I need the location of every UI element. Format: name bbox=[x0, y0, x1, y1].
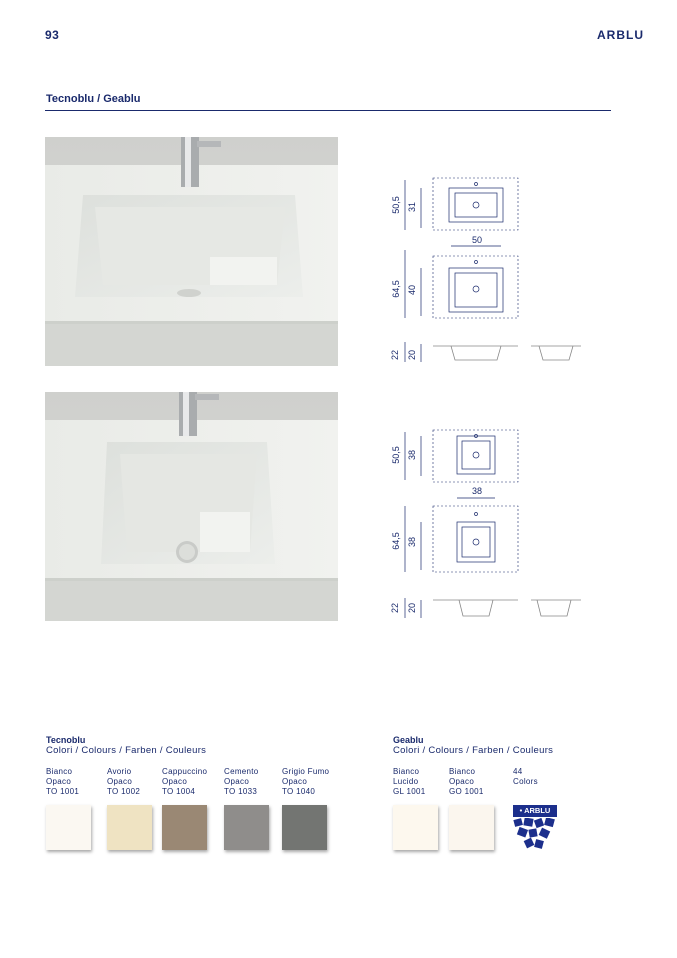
drawing1-depth-total-2: 64,5 bbox=[390, 280, 401, 298]
color-finish: Opaco bbox=[107, 777, 133, 786]
tecnoblu-color-label bbox=[46, 767, 79, 797]
drawing1-height-total: 22 bbox=[390, 349, 401, 361]
color-code: TO 1004 bbox=[162, 787, 196, 796]
color-finish: Opaco bbox=[282, 777, 308, 786]
color-name: Bianco bbox=[393, 767, 420, 776]
swatch-cappuccino-to1004 bbox=[162, 805, 207, 850]
drawing2-depth-total: 50,5 bbox=[390, 446, 401, 464]
drawing2-depth-inner: 38 bbox=[407, 449, 418, 461]
drawing2-height-inner: 20 bbox=[407, 602, 418, 614]
geablu-extra-colors bbox=[513, 767, 538, 787]
tecnoblu-color-label bbox=[162, 767, 207, 797]
geablu-color-label bbox=[449, 767, 484, 797]
drawing2-height-total: 22 bbox=[390, 602, 401, 614]
color-name: Cemento bbox=[224, 767, 259, 776]
arblu-logo-text: • ARBLU bbox=[513, 805, 557, 817]
sink-photo-1-image bbox=[45, 137, 338, 366]
color-name: Bianco bbox=[449, 767, 476, 776]
tecnoblu-color-label bbox=[107, 767, 140, 797]
color-finish: Opaco bbox=[224, 777, 250, 786]
extra-label: Colors bbox=[513, 777, 538, 786]
title-rule bbox=[45, 110, 611, 111]
swatch-avorio-to1002 bbox=[107, 805, 152, 850]
color-code: TO 1001 bbox=[46, 787, 80, 796]
drawing2-width: 38 bbox=[472, 486, 483, 496]
arblu-logo-tiles-icon bbox=[513, 818, 559, 852]
swatch-bianco-gl1001 bbox=[393, 805, 438, 850]
color-code: TO 1040 bbox=[282, 787, 316, 796]
sink-photo-2-image bbox=[45, 392, 338, 621]
drawing1-depth-total: 50,5 bbox=[390, 196, 401, 214]
color-name: Bianco bbox=[46, 767, 73, 776]
extra-count: 44 bbox=[513, 767, 523, 776]
section-title: Tecnoblu / Geablu bbox=[46, 93, 141, 105]
color-name: Grigio Fumo bbox=[282, 767, 330, 776]
geablu-subtitle: Colori / Colours / Farben / Couleurs bbox=[393, 745, 554, 756]
color-name: Avorio bbox=[107, 767, 132, 776]
arblu-logo bbox=[513, 805, 559, 851]
color-code: GO 1001 bbox=[449, 787, 484, 796]
page-number: 93 bbox=[45, 28, 60, 42]
color-name: Cappuccino bbox=[162, 767, 208, 776]
geablu-title: Geablu bbox=[393, 735, 424, 745]
tecnoblu-color-label bbox=[282, 767, 329, 797]
swatch-grigio-fumo-to1040 bbox=[282, 805, 327, 850]
color-finish: Opaco bbox=[162, 777, 188, 786]
drawing1-depth-inner: 31 bbox=[407, 201, 418, 213]
brand-name: ARBLU bbox=[597, 28, 644, 42]
color-code: GL 1001 bbox=[393, 787, 426, 796]
color-finish: Lucido bbox=[393, 777, 419, 786]
technical-drawing-1 bbox=[385, 170, 595, 370]
swatch-bianco-go1001 bbox=[449, 805, 494, 850]
color-finish: Opaco bbox=[449, 777, 475, 786]
swatch-bianco-to1001 bbox=[46, 805, 91, 850]
color-code: TO 1033 bbox=[224, 787, 258, 796]
product-photo-1 bbox=[45, 137, 338, 366]
tecnoblu-title: Tecnoblu bbox=[46, 735, 86, 745]
color-code: TO 1002 bbox=[107, 787, 141, 796]
tecnoblu-color-label bbox=[224, 767, 259, 797]
geablu-color-label bbox=[393, 767, 426, 797]
drawing1-height-inner: 20 bbox=[407, 349, 418, 361]
drawing2-depth-inner-2: 38 bbox=[407, 536, 418, 548]
product-photo-2 bbox=[45, 392, 338, 621]
drawing1-depth-inner-2: 40 bbox=[407, 284, 418, 296]
color-finish: Opaco bbox=[46, 777, 72, 786]
drawing2-depth-total-2: 64,5 bbox=[390, 532, 401, 550]
tecnoblu-subtitle: Colori / Colours / Farben / Couleurs bbox=[46, 745, 207, 756]
swatch-cemento-to1033 bbox=[224, 805, 269, 850]
drawing1-width: 50 bbox=[472, 235, 483, 245]
